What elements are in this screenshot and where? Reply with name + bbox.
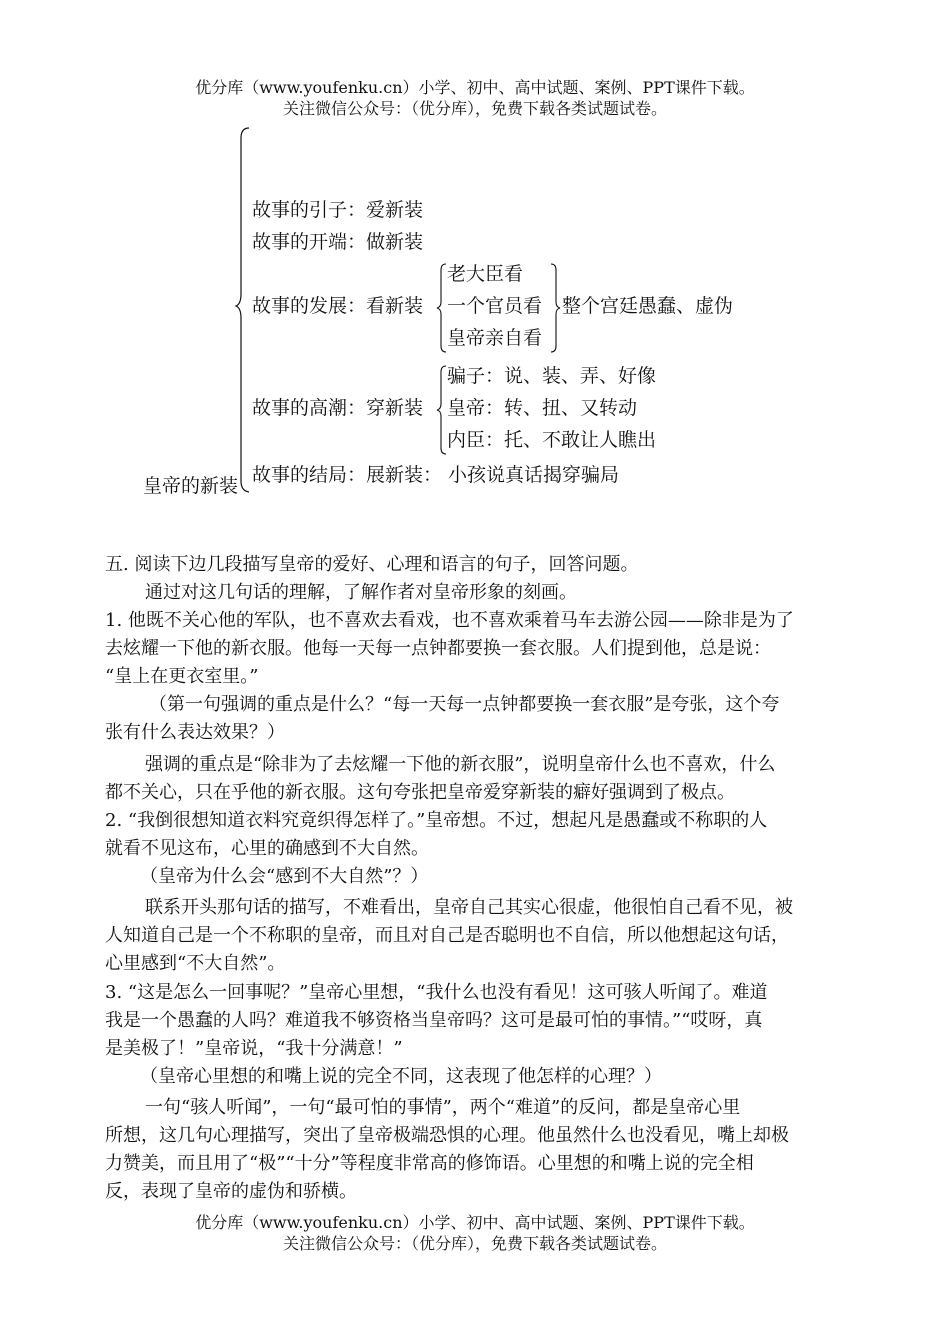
branch-development: 故事的发展：看新装 [252, 295, 424, 317]
question-line: 张有什么表达效果？） [105, 722, 285, 743]
paragraph-line: 2. “我倒很想知道衣料究竟织得怎样了。”皇帝想。不过，想起凡是愚蠢或不称职的人 [105, 810, 768, 831]
paragraph-line: 1. 他既不关心他的军队，也不喜欢去看戏，也不喜欢乘着马车去游公园——除非是为了 [105, 610, 794, 631]
answer-line: 联系开头那句话的描写，不难看出，皇帝自己其实心很虚，他很怕自己看不见，被 [145, 897, 793, 918]
answer-line: 人知道自己是一个不称职的皇帝，而且对自己是否聪明也不自信，所以他想起这句话， [105, 925, 789, 946]
question-line: （皇帝心里想的和嘴上说的完全不同，这表现了他怎样的心理？） [140, 1066, 662, 1087]
development-item-2: 一个官员看 [447, 295, 543, 317]
development-item-3: 皇帝亲自看 [447, 327, 543, 349]
section-title: 五. 阅读下边几段描写皇帝的爱好、心理和语言的句子，回答问题。 [105, 554, 639, 575]
footer-line-2: 关注微信公众号：（优分库），免费下载各类试题试卷。 [282, 1234, 667, 1253]
section-intro: 通过对这几句话的理解，了解作者对皇帝形象的刻画。 [145, 582, 577, 603]
paragraph-line: 我是一个愚蠢的人吗？难道我不够资格当皇帝吗？这可是最可怕的事情。”“哎呀，真 [105, 1010, 763, 1031]
branch-ending: 故事的结局：展新装： 小孩说真话揭穿骗局 [252, 464, 620, 486]
diagram-root: 皇帝的新装 [143, 475, 239, 497]
paragraph-line: 去炫耀一下他的新衣服。他每一天每一点钟都要换一套衣服。人们提到他，总是说： [105, 638, 771, 659]
climax-item-1: 骗子：说、装、弄、好像 [447, 365, 657, 387]
climax-item-2: 皇帝：转、扭、又转动 [447, 397, 638, 419]
answer-line: 一句“骇人听闻”，一句“最可怕的事情”，两个“难道”的反问，都是皇帝心里 [145, 1097, 741, 1118]
footer-line-1: 优分库（www.youfenku.cn）小学、初中、高中试题、案例、PPT课件下载。 [195, 1213, 755, 1232]
branch-intro: 故事的引子：爱新装 [252, 199, 424, 221]
answer-line: 所想，这几句心理描写，突出了皇帝极端恐惧的心理。他虽然什么也没看见，嘴上却极 [105, 1125, 789, 1146]
branch-climax: 故事的高潮：穿新装 [252, 397, 424, 419]
development-summary: 整个宫廷愚蠢、虚伪 [562, 295, 734, 317]
header-line-2: 关注微信公众号：（优分库），免费下载各类试题试卷。 [282, 99, 667, 118]
development-item-1: 老大臣看 [447, 263, 524, 285]
answer-line: 都不关心，只在乎他的新衣服。这句夸张把皇帝爱穿新装的癖好强调到了极点。 [105, 782, 735, 803]
answer-line: 反，表现了皇帝的虚伪和骄横。 [105, 1181, 357, 1202]
paragraph-line: 就看不见这布，心里的确感到不大自然。 [105, 838, 429, 859]
answer-line: 强调的重点是“除非为了去炫耀一下他的新衣服”，说明皇帝什么也不喜欢，什么 [145, 754, 776, 775]
development-close-brace [549, 262, 561, 354]
header-line-1: 优分库（www.youfenku.cn）小学、初中、高中试题、案例、PPT课件下载。 [195, 78, 755, 97]
answer-line: 心里感到“不大自然”。 [105, 953, 286, 974]
paragraph-line: “皇上在更衣室里。” [105, 666, 259, 687]
question-line: （第一句强调的重点是什么？“每一天每一点钟都要换一套衣服”是夸张，这个夸 [149, 694, 780, 715]
branch-beginning: 故事的开端：做新装 [252, 231, 424, 253]
paragraph-line: 3. “这是怎么一回事呢？”皇帝心里想，“我什么也没有看见！这可骇人听闻了。难道 [105, 982, 768, 1003]
climax-item-3: 内臣：托、不敢让人瞧出 [447, 429, 657, 451]
question-line: （皇帝为什么会“感到不大自然”？） [140, 866, 429, 887]
paragraph-line: 是美极了！”皇帝说，“我十分满意！” [105, 1038, 403, 1059]
answer-line: 力赞美，而且用了“极”“十分”等程度非常高的修饰语。心里想的和嘴上说的完全相 [105, 1153, 754, 1174]
